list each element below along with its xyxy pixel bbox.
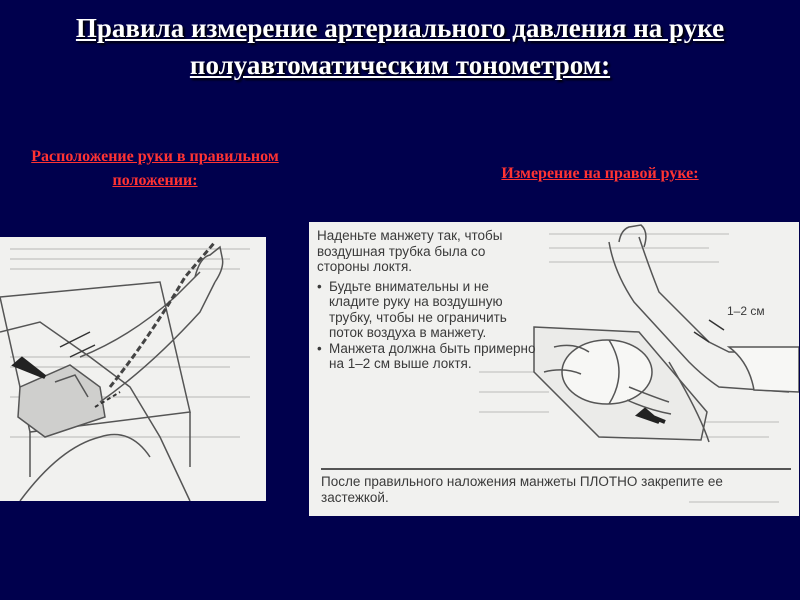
left-subtitle: Расположение руки в правильном положении: xyxy=(31,148,279,189)
slide-title: Правила измерение артериального давления на руке полуавтоматическим тонометром: xyxy=(75,13,725,80)
right-illustration xyxy=(309,222,799,516)
distance-label: 1–2 см xyxy=(727,304,765,318)
instruction-bullet: • Манжета должна быть примерно на 1–2 см выше локтя. xyxy=(317,341,537,372)
right-subtitle: Измерение на правой руке: xyxy=(501,165,699,182)
left-illustration xyxy=(0,237,266,501)
instructions xyxy=(317,228,537,372)
arm-position-drawing xyxy=(0,237,266,501)
instruction-footer: После правильного наложения манжеты ПЛОТНО закрепите ее застежкой. xyxy=(321,468,791,505)
instruction-bullets xyxy=(317,279,537,372)
instruction-bullet: • Будьте внимательны и не кладите руку на воздушную трубку, чтобы не ограничить поток воздуха в манжету. xyxy=(317,279,537,341)
instruction-intro: Наденьте манжету так, чтобы воздушная трубка была со стороны локтя. xyxy=(317,228,503,274)
